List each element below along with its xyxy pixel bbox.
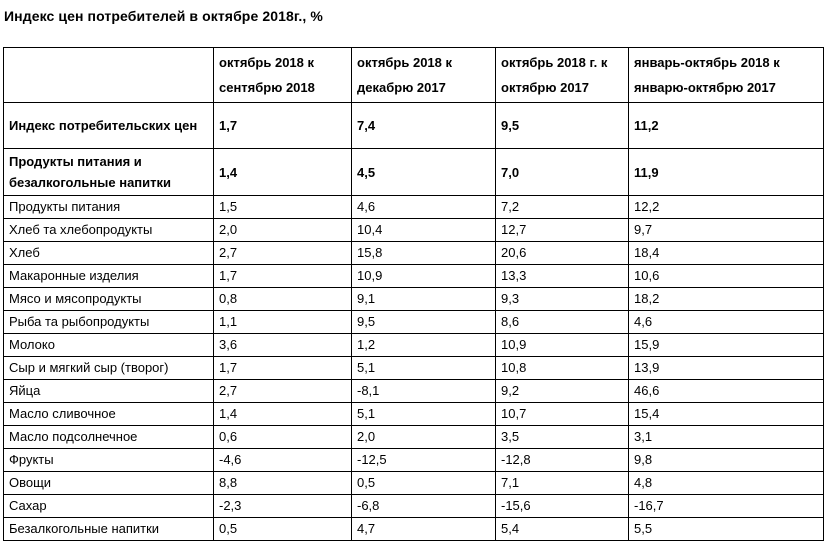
value-cell: 9,3: [496, 288, 629, 311]
value-cell: 5,5: [629, 518, 824, 541]
table-row: [4, 311, 824, 334]
row-label: Продукты питания: [4, 196, 214, 219]
value-cell: 4,5: [352, 149, 496, 196]
row-label: Фрукты: [4, 449, 214, 472]
value-cell: 10,9: [352, 265, 496, 288]
value-cell: 8,8: [214, 472, 352, 495]
value-cell: 0,6: [214, 426, 352, 449]
value-cell: 12,7: [496, 219, 629, 242]
row-label: Продукты питания и безалкогольные напитки: [4, 149, 214, 196]
column-header-jan-oct: январь-октябрь 2018 к январю-октябрю 2017: [629, 48, 824, 103]
value-cell: 9,1: [352, 288, 496, 311]
table-row: [4, 357, 824, 380]
value-cell: 10,6: [629, 265, 824, 288]
row-label: Сахар: [4, 495, 214, 518]
row-label: Безалкогольные напитки: [4, 518, 214, 541]
value-cell: -15,6: [496, 495, 629, 518]
value-cell: 10,8: [496, 357, 629, 380]
value-cell: -4,6: [214, 449, 352, 472]
value-cell: 10,9: [496, 334, 629, 357]
table-row: [4, 472, 824, 495]
value-cell: -16,7: [629, 495, 824, 518]
value-cell: 2,0: [352, 426, 496, 449]
value-cell: 9,5: [352, 311, 496, 334]
value-cell: -12,8: [496, 449, 629, 472]
column-header-empty: [4, 48, 214, 103]
value-cell: 9,7: [629, 219, 824, 242]
value-cell: 4,6: [629, 311, 824, 334]
value-cell: -8,1: [352, 380, 496, 403]
table-row: [4, 334, 824, 357]
value-cell: 2,7: [214, 380, 352, 403]
value-cell: 7,0: [496, 149, 629, 196]
row-label: Яйца: [4, 380, 214, 403]
value-cell: 9,8: [629, 449, 824, 472]
value-cell: 10,7: [496, 403, 629, 426]
row-label: Масло сливочное: [4, 403, 214, 426]
value-cell: 15,8: [352, 242, 496, 265]
value-cell: 18,2: [629, 288, 824, 311]
value-cell: 2,0: [214, 219, 352, 242]
value-cell: 11,2: [629, 103, 824, 149]
value-cell: 9,2: [496, 380, 629, 403]
value-cell: 3,5: [496, 426, 629, 449]
page-title: Индекс цен потребителей в октябре 2018г., %: [4, 8, 323, 24]
value-cell: 10,4: [352, 219, 496, 242]
value-cell: 4,8: [629, 472, 824, 495]
value-cell: 4,6: [352, 196, 496, 219]
value-cell: 18,4: [629, 242, 824, 265]
value-cell: 0,5: [214, 518, 352, 541]
value-cell: 3,1: [629, 426, 824, 449]
table-row: [4, 518, 824, 541]
value-cell: 3,6: [214, 334, 352, 357]
table-row: [4, 380, 824, 403]
row-label: Макаронные изделия: [4, 265, 214, 288]
value-cell: 1,5: [214, 196, 352, 219]
value-cell: 1,7: [214, 357, 352, 380]
value-cell: -2,3: [214, 495, 352, 518]
value-cell: 0,5: [352, 472, 496, 495]
value-cell: 15,4: [629, 403, 824, 426]
table-row: [4, 288, 824, 311]
value-cell: 1,1: [214, 311, 352, 334]
table-row: [4, 103, 824, 149]
value-cell: 20,6: [496, 242, 629, 265]
row-label: Хлеб: [4, 242, 214, 265]
row-label: Рыба та рыбопродукты: [4, 311, 214, 334]
value-cell: 5,4: [496, 518, 629, 541]
row-label: Масло подсолнечное: [4, 426, 214, 449]
value-cell: 9,5: [496, 103, 629, 149]
value-cell: 13,9: [629, 357, 824, 380]
value-cell: 8,6: [496, 311, 629, 334]
column-header-oct-to-oct: октябрь 2018 г. к октябрю 2017: [496, 48, 629, 103]
header-row: [4, 48, 824, 103]
row-label: Овощи: [4, 472, 214, 495]
value-cell: 15,9: [629, 334, 824, 357]
table-row: [4, 426, 824, 449]
row-label: Мясо и мясопродукты: [4, 288, 214, 311]
value-cell: 1,4: [214, 403, 352, 426]
value-cell: 12,2: [629, 196, 824, 219]
table-row: [4, 449, 824, 472]
value-cell: 4,7: [352, 518, 496, 541]
column-header-oct-to-sep: октябрь 2018 к сентябрю 2018: [214, 48, 352, 103]
value-cell: 1,2: [352, 334, 496, 357]
value-cell: -12,5: [352, 449, 496, 472]
cpi-table: [3, 47, 824, 541]
value-cell: 1,7: [214, 265, 352, 288]
value-cell: -6,8: [352, 495, 496, 518]
table-header: [4, 48, 824, 103]
value-cell: 7,1: [496, 472, 629, 495]
value-cell: 46,6: [629, 380, 824, 403]
value-cell: 7,4: [352, 103, 496, 149]
table-row: [4, 219, 824, 242]
table-body: [4, 103, 824, 541]
table-row: [4, 403, 824, 426]
row-label: Индекс потребительских цен: [4, 103, 214, 149]
value-cell: 2,7: [214, 242, 352, 265]
column-header-oct-to-dec: октябрь 2018 к декабрю 2017: [352, 48, 496, 103]
value-cell: 11,9: [629, 149, 824, 196]
value-cell: 5,1: [352, 357, 496, 380]
value-cell: 1,4: [214, 149, 352, 196]
value-cell: 1,7: [214, 103, 352, 149]
table-row: [4, 495, 824, 518]
table-row: [4, 149, 824, 196]
row-label: Сыр и мягкий сыр (творог): [4, 357, 214, 380]
value-cell: 5,1: [352, 403, 496, 426]
value-cell: 7,2: [496, 196, 629, 219]
value-cell: 13,3: [496, 265, 629, 288]
table-row: [4, 242, 824, 265]
table-row: [4, 196, 824, 219]
row-label: Хлеб та хлебопродукты: [4, 219, 214, 242]
table-row: [4, 265, 824, 288]
value-cell: 0,8: [214, 288, 352, 311]
row-label: Молоко: [4, 334, 214, 357]
